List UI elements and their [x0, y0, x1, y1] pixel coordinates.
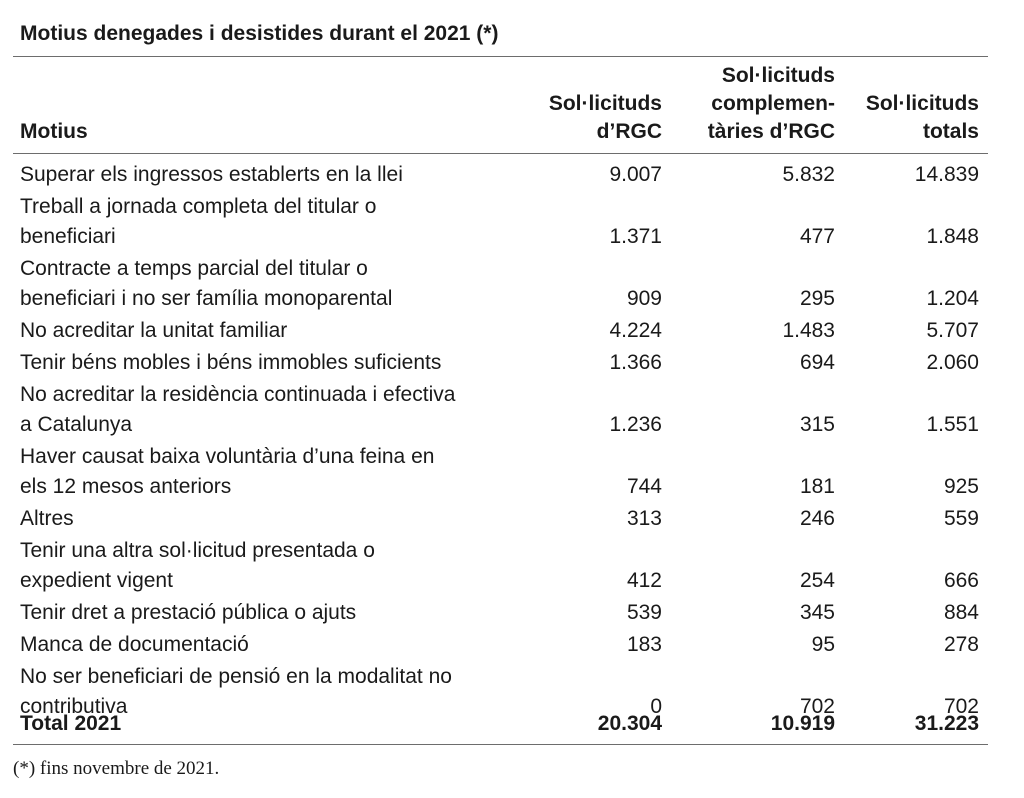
row-label-line: a Catalunya — [20, 413, 133, 436]
table-row — [0, 630, 1024, 660]
row-value-col2: 1.483 — [782, 319, 835, 342]
row-label-line: contributiva — [20, 695, 128, 718]
table-row — [0, 442, 1024, 502]
row-value-col2: 246 — [799, 507, 835, 530]
row-value-col1: 909 — [626, 287, 662, 310]
header-col3-line: totals — [922, 120, 979, 143]
header-col1-line: d’RGC — [596, 120, 662, 143]
table-row — [0, 380, 1024, 440]
row-value-col2: 315 — [799, 413, 835, 436]
row-value-col3: 5.707 — [926, 319, 979, 342]
table-row — [0, 160, 1024, 190]
total-value-col1: 20.304 — [597, 712, 662, 735]
row-label — [20, 536, 375, 596]
header-col1 — [549, 90, 662, 146]
row-value-col2: 694 — [799, 351, 835, 374]
row-label-line: No acreditar la residència continuada i efectiva — [20, 383, 456, 406]
footnote: (*) fins novembre de 2021. — [13, 758, 220, 779]
row-label-line: els 12 mesos anteriors — [20, 475, 232, 498]
row-value-col1: 1.366 — [609, 351, 662, 374]
header-col3-line: Sol·licituds — [865, 92, 979, 115]
table-row — [0, 316, 1024, 346]
table-row — [0, 504, 1024, 534]
row-value-col1: 0 — [650, 695, 662, 718]
row-value-col1: 4.224 — [609, 319, 662, 342]
row-label — [20, 504, 74, 534]
row-value-col1: 183 — [626, 633, 662, 656]
row-label — [20, 348, 441, 378]
row-label-line: beneficiari i no ser família monoparental — [20, 287, 393, 310]
row-label-line: Treball a jornada completa del titular o — [20, 195, 377, 218]
header-col3 — [866, 90, 979, 146]
total-value-col2: 10.919 — [770, 712, 835, 735]
row-value-col1: 1.236 — [609, 413, 662, 436]
row-label — [20, 630, 249, 660]
row-label-line: No ser beneficiari de pensió en la modalitat no — [20, 665, 452, 688]
row-value-col1: 9.007 — [609, 163, 662, 186]
row-value-col2: 345 — [799, 601, 835, 624]
row-label-line: beneficiari — [20, 225, 116, 248]
row-label-line: Manca de documentació — [20, 633, 249, 656]
table-row — [0, 348, 1024, 378]
row-label-line: expedient vigent — [20, 569, 173, 592]
header-col2-line: Sol·licituds — [721, 64, 835, 87]
header-motius — [20, 118, 88, 146]
row-value-col3: 1.848 — [926, 225, 979, 248]
row-label — [20, 442, 434, 502]
row-value-col3: 1.204 — [926, 287, 979, 310]
row-value-col1: 1.371 — [609, 225, 662, 248]
row-value-col2: 95 — [811, 633, 835, 656]
row-value-col2: 5.832 — [782, 163, 835, 186]
row-value-col1: 313 — [626, 507, 662, 530]
header-col2 — [708, 62, 835, 146]
header-col2-line: tàries d’RGC — [707, 120, 835, 143]
table-row — [0, 192, 1024, 252]
row-value-col3: 2.060 — [926, 351, 979, 374]
row-label — [20, 160, 403, 190]
row-value-col2: 254 — [799, 569, 835, 592]
row-value-col3: 1.551 — [926, 413, 979, 436]
row-value-col2: 181 — [799, 475, 835, 498]
row-value-col2: 295 — [799, 287, 835, 310]
header-col1-line: Sol·licituds — [548, 92, 662, 115]
row-value-col3: 559 — [943, 507, 979, 530]
total-row — [0, 709, 1024, 739]
header-rule — [13, 153, 988, 154]
total-value-col3: 31.223 — [914, 712, 979, 735]
table-row — [0, 598, 1024, 628]
row-label — [20, 380, 455, 440]
top-rule — [13, 56, 988, 57]
table-row — [0, 254, 1024, 314]
row-value-col3: 666 — [943, 569, 979, 592]
header-motius-label: Motius — [20, 120, 88, 143]
row-label-line: Tenir una altra sol·licitud presentada o — [20, 539, 375, 562]
row-value-col3: 884 — [943, 601, 979, 624]
total-label: Total 2021 — [20, 712, 122, 735]
row-label-line: Tenir dret a prestació pública o ajuts — [20, 601, 357, 624]
row-label-line: Tenir béns mobles i béns immobles suficients — [20, 351, 442, 374]
row-value-col2: 477 — [799, 225, 835, 248]
row-label-line: Superar els ingressos establerts en la llei — [20, 163, 403, 186]
table-row — [0, 536, 1024, 596]
row-label-line: Altres — [20, 507, 74, 530]
row-value-col3: 278 — [943, 633, 979, 656]
row-value-col1: 744 — [626, 475, 662, 498]
row-label-line: Haver causat baixa voluntària d’una feina en — [20, 445, 435, 468]
row-value-col1: 412 — [626, 569, 662, 592]
row-label-line: Contracte a temps parcial del titular o — [20, 257, 368, 280]
row-value-col3: 925 — [943, 475, 979, 498]
row-label — [20, 598, 356, 628]
bottom-rule — [13, 744, 988, 745]
row-value-col1: 539 — [626, 601, 662, 624]
row-label-line: No acreditar la unitat familiar — [20, 319, 288, 342]
row-label — [20, 316, 287, 346]
header-col2-line: complemen- — [711, 92, 835, 115]
row-value-col3: 14.839 — [914, 163, 979, 186]
row-label — [20, 192, 376, 252]
row-value-col3: 702 — [943, 695, 979, 718]
row-label — [20, 254, 392, 314]
table-title: Motius denegades i desistides durant el 2021 (*) — [20, 22, 499, 45]
row-value-col2: 702 — [799, 695, 835, 718]
